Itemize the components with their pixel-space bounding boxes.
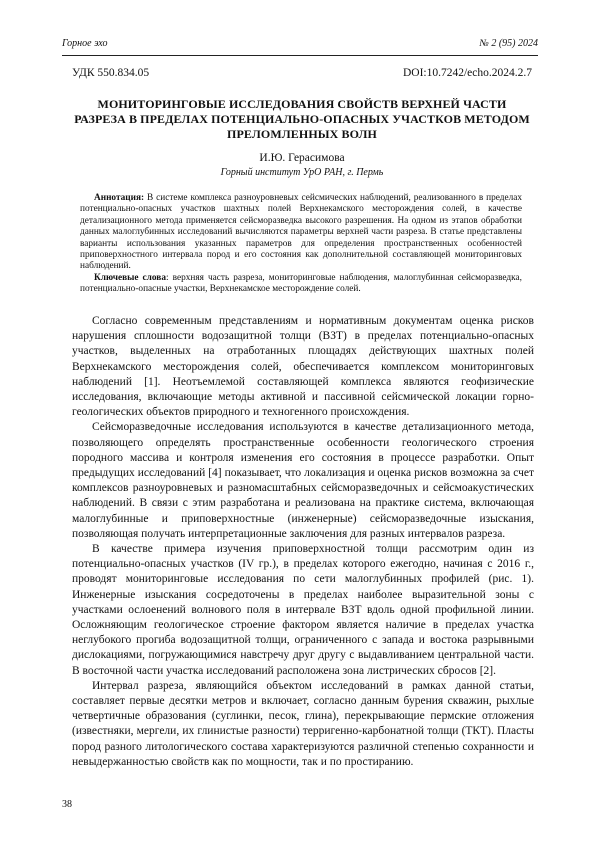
journal-name: Горное эхо — [62, 38, 108, 49]
body-paragraph-1: Согласно современным представлениям и нормативным документам оценка рисков нарушения сплошности водозащитной толщи (ВЗТ) в пределах потенциально-опасных участков, выделенных на отработанных площадях действующих шахтных полей Верхнекамского месторождения солей, обеспечивается комплексом мониторинговых наблюдений [1]. Неотъемлемой составляющей комплекса являются геофизические исследования, включающие методы активной и пассивной сейсмической локации горно-геологических объектов природного и техногенного происхождения. — [72, 315, 534, 419]
abstract-block — [80, 193, 522, 296]
article-meta — [72, 67, 532, 79]
author-affiliation: Горный институт УрО РАН, г. Пермь — [220, 167, 384, 178]
keywords-label: Ключевые слова — [94, 272, 166, 283]
body-paragraph-4: Интервал разреза, являющийся объектом исследований в рамках данной статьи, составляет первые десятки метров и включает, согласно данным бурения скважин, рыхлые четвертичные образования (суглинки, песок, глина), перекрывающие пермские отложения (известняки, мергели, их глинистые разности) терригенно-карбонатной толщи (ТКТ). Пласты пород разного литологического состава характеризуются различной степенью сохранности и невыдержанностью свойств как по мощности, так и по простиранию. — [72, 679, 534, 768]
body-paragraph-3: В качестве примера изучения приповерхностной толщи рассмотрим один из потенциально-опасных участков (IV гр.), в пределах которого ежегодно, начиная с 2016 г., проводят мониторинговые исследования по сети малоглубинных профилей (рис. 1). Инженерные изыскания сосредоточены в пределах наиболее выразительной зоны с участками ослоенений волнового поля в интервале ВЗТ вдоль одной профильной линии. Осложняющим геологическое строение фактором является наличие в пределах участка неглубокого прогиба водозащитной толщи, ограниченного с запада и востока разрывными дислокациями, погружающимися навстречу друг другу с выдавливанием центральной части. В восточной части участка исследований расположена зона листрических сбросов [2]. — [72, 543, 534, 677]
abstract-paragraph — [80, 193, 522, 273]
issue-number: № 2 (95) 2024 — [479, 38, 538, 49]
article-title: МОНИТОРИНГОВЫЕ ИССЛЕДОВАНИЯ СВОЙСТВ ВЕРХНЕЙ ЧАСТИ РАЗРЕЗА В ПРЕДЕЛАХ ПОТЕНЦИАЛЬНО-ОПАСНЫХ УЧАСТКОВ МЕТОДОМ ПРЕЛОМЛЕННЫХ ВОЛН — [74, 97, 530, 141]
article-body — [72, 314, 534, 770]
keywords-text: : верхняя часть разреза, мониторинговые наблюдения, малоглубинная сейсморазведка, потенциально-опасные участки, Верхнекамское месторождение солей. — [80, 272, 522, 295]
running-head — [62, 38, 538, 49]
abstract-label: Аннотация: — [94, 193, 145, 203]
author-name: И.Ю. Герасимова — [259, 152, 345, 164]
keywords-paragraph — [80, 273, 522, 296]
abstract-text: В системе комплекса разноуровневых сейсмических наблюдений, реализованного в пределах потенциально-опасных участков шахтных полей Верхнекамского месторождения солей, в качестве детализационного метода применяется сейсморазведка высокого разрешения. На одном из этапов обработки данных малоглубинных исследований вычисляются параметры верхней части разреза. В статье представлены варианты использования указанных параметров для определения пространственных особенностей приповерхностного интервала пород и его состояния как дополнительной составляющей мониторинговых наблюдений. — [80, 193, 523, 272]
header-rule — [62, 55, 538, 56]
udc-code: УДК 550.834.05 — [72, 67, 150, 79]
doi[interactable]: DOI:10.7242/echo.2024.2.7 — [402, 67, 532, 79]
body-paragraph-2: Сейсморазведочные исследования используются в качестве детализационного метода, позволяющего определять пространственные особенности геологического строения породного массива и контроля изменения его состояния в процессе разработки. Опыт предыдущих исследований [4] показывает, что локализация и оценка рисков возможна за счет комплексов разноуровневых и разномасштабных сейсморазведочных и сейсмоакустических наблюдений. В связи с этим разработана и реализована на практике система, включающая малоглубинные и приповерхностные (инженерные) сейсморазведочные изыскания, позволяющая получать интерпретационные заключения для разных интервалов разреза. — [72, 421, 534, 540]
page-number: 38 — [62, 799, 72, 810]
